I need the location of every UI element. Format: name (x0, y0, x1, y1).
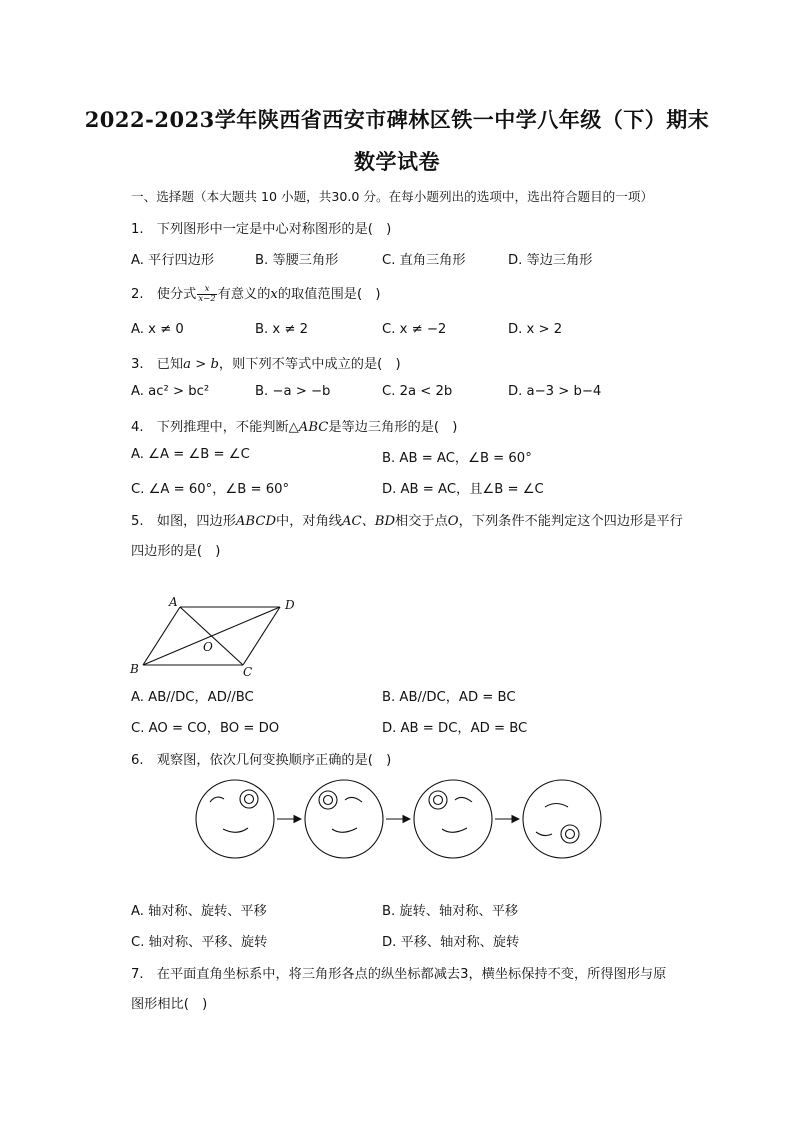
face-3 (414, 780, 492, 858)
label-o: O (203, 640, 213, 654)
question-2-stem (131, 283, 380, 304)
q2-fraction-numerator: x (197, 285, 216, 295)
q1-option-b: B. 等腰三角形 (255, 253, 339, 268)
face-4 (523, 780, 601, 858)
section-heading: 一、选择题（本大题共 10 小题，共30.0 分。在每小题列出的选项中，选出符合题目的一项） (131, 189, 654, 204)
q5-diagonals: AC、BD (341, 514, 396, 529)
question-6-stem: 6. 观察图，依次几何变换顺序正确的是( ) (131, 753, 392, 768)
q4-option-c: C. ∠A = 60°，∠B = 60° (131, 482, 290, 497)
q5-stem-pre: 5. 如图，四边形 (131, 514, 236, 529)
q1-option-a: A. 平行四边形 (131, 253, 215, 268)
label-c: C (243, 665, 253, 679)
q3-stem-pre: 3. 已知 (131, 357, 184, 372)
q3-stem-post: ，则下列不等式中成立的是( ) (218, 357, 401, 372)
transformation-figure (190, 774, 610, 864)
q2-option-d: D. x > 2 (508, 322, 563, 337)
question-5-stem-line1 (131, 510, 683, 529)
page-title-line1: 2022-2023学年陕西省西安市碑林区铁一中学八年级（下）期末 (84, 107, 710, 132)
q4-option-a: A. ∠A = ∠B = ∠C (131, 447, 250, 462)
q3-option-b: B. −a > −b (255, 384, 331, 399)
q2-option-b: B. x ≠ 2 (255, 322, 309, 337)
q3-option-c: C. 2a < 2b (382, 384, 453, 399)
label-a: A (169, 595, 178, 609)
q2-stem-mid: 有意义的 (217, 287, 271, 302)
question-3-stem (131, 353, 401, 372)
q6-option-b: B. 旋转、轴对称、平移 (382, 904, 519, 919)
question-7-stem-line2: 图形相比( ) (131, 997, 208, 1012)
q5-option-d: D. AB = DC，AD = BC (382, 721, 528, 736)
q3-option-a: A. ac² > bc² (131, 384, 210, 399)
q2-variable: x (270, 287, 278, 302)
q5-point: O (447, 514, 459, 529)
q1-option-d: D. 等边三角形 (508, 253, 593, 268)
q5-option-b: B. AB//DC，AD = BC (382, 690, 516, 705)
label-d: D (285, 598, 295, 612)
q4-triangle: △ABC (288, 420, 329, 435)
q2-fraction-denominator: x−2 (198, 293, 216, 304)
q2-stem-pre: 2. 使分式 (131, 287, 197, 302)
q5-quad: ABCD (235, 514, 277, 529)
q4-stem-pre: 4. 下列推理中，不能判断 (131, 420, 289, 435)
question-4-stem (131, 416, 457, 435)
q1-option-c: C. 直角三角形 (382, 253, 466, 268)
q2-fraction (197, 285, 216, 304)
q6-option-a: A. 轴对称、旋转、平移 (131, 904, 267, 919)
label-b: B (130, 662, 139, 676)
face-1 (196, 780, 274, 858)
q5-stem-mid2: 相交于点 (395, 514, 448, 529)
side-dc (243, 607, 280, 665)
question-5-stem-line2: 四边形的是( ) (131, 544, 221, 559)
side-ab (143, 607, 180, 665)
q5-option-a: A. AB//DC，AD//BC (131, 690, 254, 705)
page-title-line2: 数学试卷 (354, 149, 440, 174)
q6-option-d: D. 平移、轴对称、旋转 (382, 935, 520, 950)
q3-option-d: D. a−3 > b−4 (508, 384, 602, 399)
q3-condition: a > b (183, 357, 219, 372)
q4-stem-post: 是等边三角形的是( ) (328, 420, 458, 435)
q2-option-a: A. x ≠ 0 (131, 322, 184, 337)
q5-stem-post: ，下列条件不能判定这个四边形是平行 (458, 514, 683, 529)
parallelogram-figure (125, 593, 305, 681)
question-7-stem-line1: 7. 在平面直角坐标系中，将三角形各点的纵坐标都减去3，横坐标保持不变，所得图形与原 (131, 967, 667, 982)
face-2 (305, 780, 383, 858)
q4-option-d: D. AB = AC，且∠B = ∠C (382, 482, 544, 497)
q5-option-c: C. AO = CO，BO = DO (131, 721, 280, 736)
diagonal-bd (143, 607, 280, 665)
q6-option-c: C. 轴对称、平移、旋转 (131, 935, 268, 950)
q2-option-c: C. x ≠ −2 (382, 322, 447, 337)
question-1-stem: 1. 下列图形中一定是中心对称图形的是( ) (131, 222, 392, 237)
q4-option-b: B. AB = AC，∠B = 60° (382, 451, 532, 466)
q2-stem-post: 的取值范围是( ) (277, 287, 381, 302)
q5-stem-mid: 中，对角线 (276, 514, 342, 529)
